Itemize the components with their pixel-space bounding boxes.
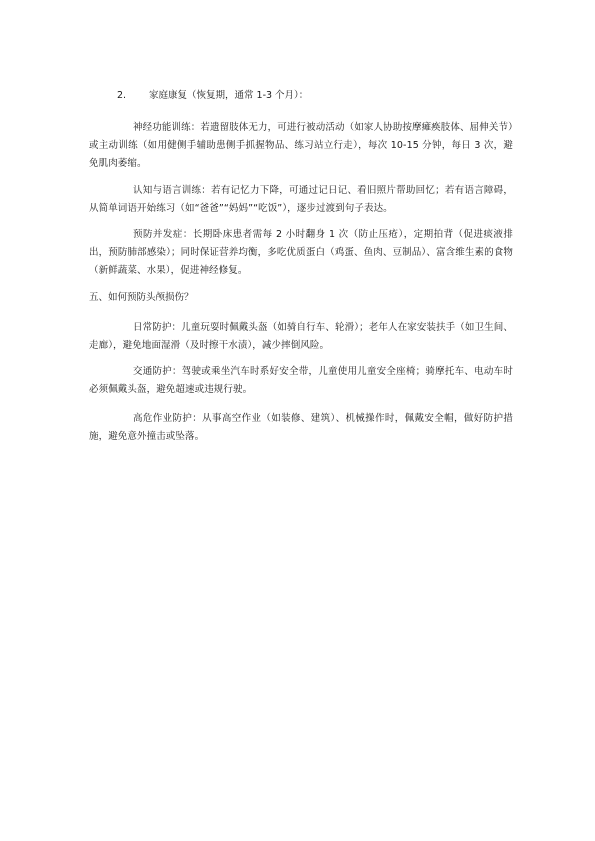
paragraph-daily-protection: 日常防护：儿童玩耍时佩戴头盔（如骑自行车、轮滑）；老年人在家安装扶手（如卫生间、走廊），避免地面湿滑（及时擦干水渍），减少摔倒风险。 [89, 322, 513, 351]
paragraph-complication-prevention: 预防并发症：长期卧床患者需每 2 小时翻身 1 次（防止压疮），定期拍背（促进痰液排出，预防肺部感染）；同时保证营养均衡，多吃优质蛋白（鸡蛋、鱼肉、豆制品）、富含维生素的食物（新鲜蔬菜、水果），促进神经修复。 [89, 229, 513, 276]
list-number: 2. [117, 90, 127, 101]
section-heading: 五、如何预防头颅损伤？ [89, 292, 194, 303]
list-item-title: 家庭康复（恢复期，通常 1-3 个月）： [149, 90, 309, 101]
numbered-list-item [117, 90, 308, 102]
paragraph-cognitive-training: 认知与语言训练：若有记忆力下降，可通过记日记、看旧照片帮助回忆；若有语言障碍，从简单词语开始练习（如“爸爸”“妈妈”“吃饭”），逐步过渡到句子表达。 [89, 185, 513, 214]
paragraph-neural-training: 神经功能训练：若遗留肢体无力，可进行被动活动（如家人协助按摩瘫痪肢体、屈伸关节）或主动训练（如用健侧手辅助患侧手抓握物品、练习站立行走），每次 10-15 分钟，每日 3 次，避免肌肉萎缩。 [89, 122, 513, 169]
paragraph-traffic-protection: 交通防护：驾驶或乘坐汽车时系好安全带，儿童使用儿童安全座椅；骑摩托车、电动车时必须佩戴头盔，避免超速或违规行驶。 [89, 366, 513, 395]
paragraph-high-risk-protection: 高危作业防护：从事高空作业（如装修、建筑）、机械操作时，佩戴安全帽，做好防护措施，避免意外撞击或坠落。 [89, 413, 513, 442]
